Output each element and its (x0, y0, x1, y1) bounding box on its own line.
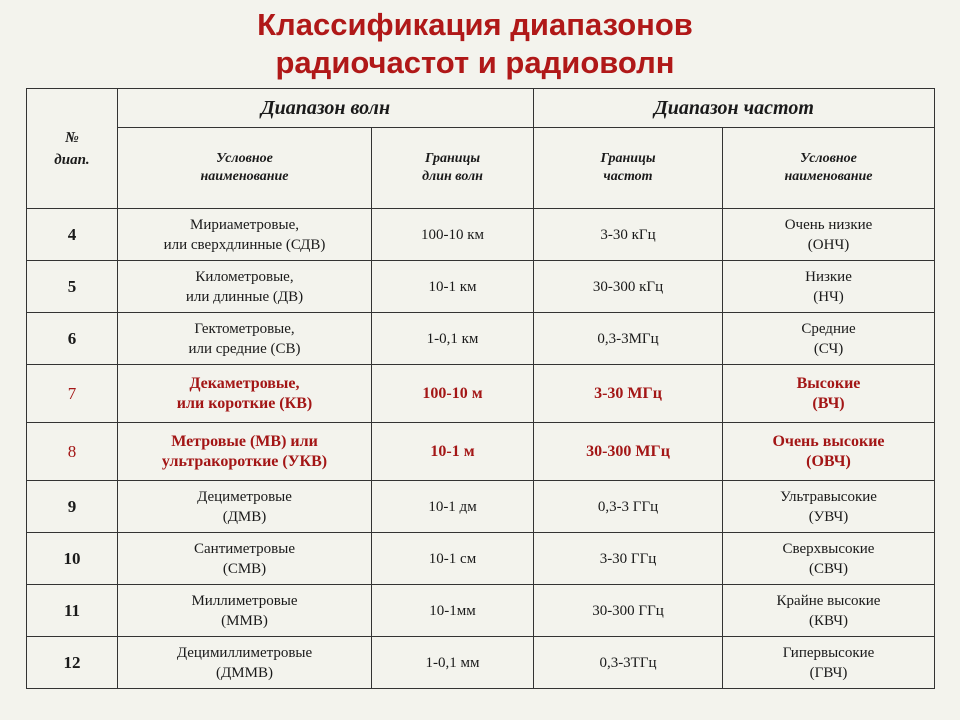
wave-name: Километровые, или длинные (ДВ) (118, 261, 372, 313)
header-wave-name: Условное наименование (118, 128, 372, 209)
wave-range: 10-1 км (372, 261, 534, 313)
band-number: 8 (27, 423, 118, 481)
wave-name: Децимиллиметровые (ДММВ) (118, 637, 372, 689)
table-row-highlighted (27, 423, 935, 481)
frequency-range: 30-300 кГц (534, 261, 723, 313)
table-row (27, 637, 935, 689)
header-row-2 (27, 128, 935, 209)
wave-name: Метровые (МВ) или ультракороткие (УКВ) (118, 423, 372, 481)
frequency-name: Гипервысокие (ГВЧ) (723, 637, 935, 689)
band-number: 5 (27, 261, 118, 313)
band-number: 11 (27, 585, 118, 637)
frequency-range: 3-30 кГц (534, 209, 723, 261)
header-wave-range: Диапазон волн (118, 89, 534, 128)
band-number: 9 (27, 481, 118, 533)
table-row-highlighted (27, 365, 935, 423)
frequency-name: Сверхвысокие (СВЧ) (723, 533, 935, 585)
header-frequency-bounds: Границы частот (534, 128, 723, 209)
table-row (27, 209, 935, 261)
frequency-name: Крайне высокие (КВЧ) (723, 585, 935, 637)
wave-range: 10-1 см (372, 533, 534, 585)
header-frequency-name: Условное наименование (723, 128, 935, 209)
frequency-range: 30-300 ГГц (534, 585, 723, 637)
table-row (27, 585, 935, 637)
wave-name: Сантиметровые (СМВ) (118, 533, 372, 585)
title-line-2: радиочастот и радиоволн (275, 45, 675, 80)
frequency-range: 0,3-3ТГц (534, 637, 723, 689)
band-number: 10 (27, 533, 118, 585)
band-number: 12 (27, 637, 118, 689)
wave-range: 1-0,1 км (372, 313, 534, 365)
frequency-name: Средние (СЧ) (723, 313, 935, 365)
frequency-bands-table (26, 88, 935, 689)
frequency-name: Ультравысокие (УВЧ) (723, 481, 935, 533)
wave-range: 10-1 м (372, 423, 534, 481)
wave-range: 1-0,1 мм (372, 637, 534, 689)
frequency-range: 0,3-3 ГГц (534, 481, 723, 533)
header-wave-bounds: Границы длин волн (372, 128, 534, 209)
header-frequency-range: Диапазон частот (534, 89, 935, 128)
wave-range: 10-1 дм (372, 481, 534, 533)
frequency-name: Низкие (НЧ) (723, 261, 935, 313)
frequency-name: Высокие (ВЧ) (723, 365, 935, 423)
band-number: 4 (27, 209, 118, 261)
header-row-1 (27, 89, 935, 128)
band-number: 6 (27, 313, 118, 365)
table-row (27, 261, 935, 313)
frequency-range: 3-30 ГГц (534, 533, 723, 585)
table-row (27, 533, 935, 585)
frequency-name: Очень низкие (ОНЧ) (723, 209, 935, 261)
header-band-number: № диап. (27, 89, 118, 209)
wave-name: Гектометровые, или средние (СВ) (118, 313, 372, 365)
wave-name: Мириаметровые, или сверхдлинные (СДВ) (118, 209, 372, 261)
wave-range: 100-10 м (372, 365, 534, 423)
frequency-name: Очень высокие (ОВЧ) (723, 423, 935, 481)
frequency-range: 30-300 МГц (534, 423, 723, 481)
frequency-range: 3-30 МГц (534, 365, 723, 423)
table-row (27, 481, 935, 533)
table-row (27, 313, 935, 365)
wave-range: 100-10 км (372, 209, 534, 261)
page-title (0, 6, 960, 82)
wave-name: Дециметровые (ДМВ) (118, 481, 372, 533)
band-number: 7 (27, 365, 118, 423)
wave-name: Декаметровые, или короткие (КВ) (118, 365, 372, 423)
frequency-range: 0,3-3МГц (534, 313, 723, 365)
wave-name: Миллиметровые (ММВ) (118, 585, 372, 637)
wave-range: 10-1мм (372, 585, 534, 637)
title-line-1: Классификация диапазонов (257, 7, 693, 42)
